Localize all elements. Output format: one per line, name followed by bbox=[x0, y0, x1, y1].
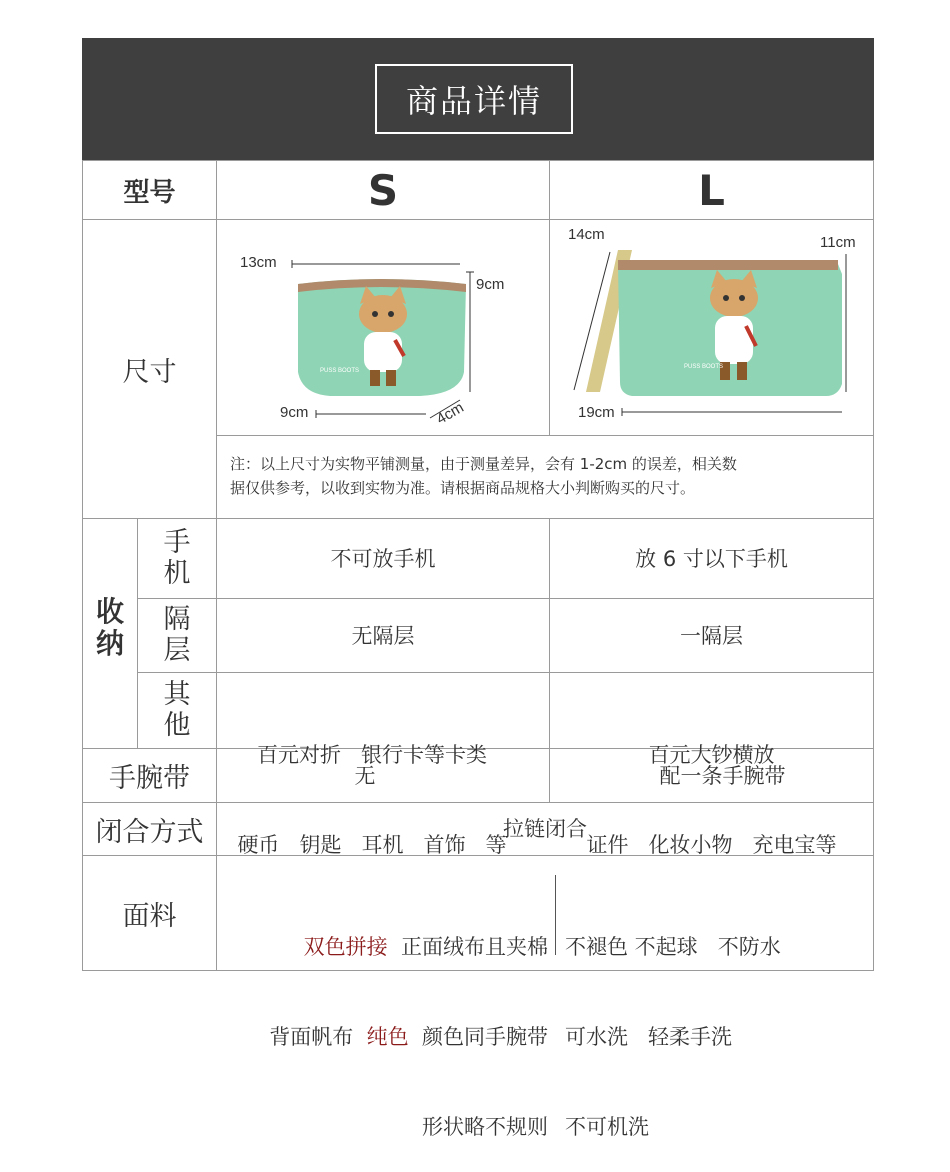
fabric-left-line-2 bbox=[232, 1022, 548, 1052]
layer-label-char-2: 层 bbox=[163, 635, 191, 666]
wrist-label: 手腕带 bbox=[109, 763, 190, 794]
other-label-char-2: 他 bbox=[163, 710, 191, 741]
other-s-line-2: 硬币 钥匙 耳机 首饰 等 bbox=[237, 833, 507, 857]
size-note-line-2: 据仅供参考，以收到实物为准。请根据商品规格大小判断购买的尺寸。 bbox=[230, 479, 696, 497]
fabric-left-l2-a: 背面帆布 bbox=[269, 1025, 367, 1049]
other-label-char-1: 其 bbox=[163, 679, 191, 710]
fabric-two-color: 双色拼接 bbox=[303, 935, 388, 959]
storage-label-char-2: 纳 bbox=[95, 627, 124, 660]
phone-label-char-1: 手 bbox=[163, 527, 191, 558]
dim-s-height: 9cm bbox=[476, 276, 505, 293]
dim-s-depth: 4cm bbox=[433, 399, 467, 428]
phone-label-char-2: 机 bbox=[163, 558, 191, 589]
phone-label bbox=[138, 527, 216, 589]
other-s-line-1: 百元对折 银行卡等卡类 bbox=[256, 743, 488, 767]
col-divider bbox=[873, 160, 874, 971]
other-l-line-1: 百元大钞横放 bbox=[648, 743, 775, 767]
page-title: 商品详情 bbox=[375, 64, 573, 134]
fabric-left-text bbox=[232, 872, 548, 1172]
size-l-heading: L bbox=[698, 165, 725, 215]
fabric-right-text bbox=[565, 872, 865, 1172]
pouch-print-text: PUSS BOOTS bbox=[320, 368, 360, 374]
dim-l-width: 19cm bbox=[578, 404, 615, 421]
layer-s-value: 无隔层 bbox=[351, 623, 415, 648]
dim-l-height: 11cm bbox=[820, 234, 856, 251]
wrist-l-value: 配一条手腕带 bbox=[659, 763, 786, 788]
phone-s-value: 不可放手机 bbox=[330, 546, 436, 571]
fabric-right-line-1: 不褪色 不起球 不防水 bbox=[565, 935, 781, 959]
fabric-label: 面料 bbox=[122, 900, 177, 932]
layer-label bbox=[138, 604, 216, 666]
fabric-left-l1-rest: 正面绒布且夹棉 bbox=[387, 935, 548, 959]
other-l-line-2: 证件 化妆小物 充电宝等 bbox=[586, 833, 837, 857]
size-note-line-1: 注：以上尺寸为实物平铺测量，由于测量差异，会有 1-2cm 的误差，相关数 bbox=[230, 455, 737, 473]
fabric-left-line-3: 形状略不规则 bbox=[422, 1115, 548, 1139]
closure-value: 拉链闭合 bbox=[503, 817, 587, 841]
size-s-heading: S bbox=[367, 165, 399, 215]
row-divider bbox=[216, 435, 874, 436]
phone-l-value: 放 6 寸以下手机 bbox=[635, 546, 788, 571]
dim-l-strap: 14cm bbox=[568, 226, 605, 243]
storage-label-char-1: 收 bbox=[95, 595, 124, 628]
layer-l-value: 一隔层 bbox=[680, 623, 743, 648]
fabric-right-line-2: 可水洗 轻柔手洗 bbox=[565, 1025, 733, 1049]
fabric-solid-color: 纯色 bbox=[366, 1025, 409, 1049]
row-divider bbox=[137, 672, 874, 673]
pouch-l-image bbox=[552, 222, 872, 432]
fabric-left-line-1 bbox=[232, 932, 548, 962]
model-label: 型号 bbox=[123, 177, 176, 208]
storage-label bbox=[83, 596, 137, 660]
wrist-s-value: 无 bbox=[354, 763, 376, 788]
fabric-right-line-3: 不可机洗 bbox=[565, 1115, 649, 1139]
closure-label: 闭合方式 bbox=[95, 816, 204, 848]
dim-s-width-top: 13cm bbox=[240, 254, 277, 271]
layer-label-char-1: 隔 bbox=[163, 604, 191, 635]
size-label: 尺寸 bbox=[122, 356, 177, 388]
other-label bbox=[138, 679, 216, 741]
dim-s-width-bottom: 9cm bbox=[280, 404, 309, 421]
fabric-left-l2-b: 颜色同手腕带 bbox=[408, 1025, 548, 1049]
pouch-print-text: PUSS BOOTS bbox=[684, 364, 724, 370]
